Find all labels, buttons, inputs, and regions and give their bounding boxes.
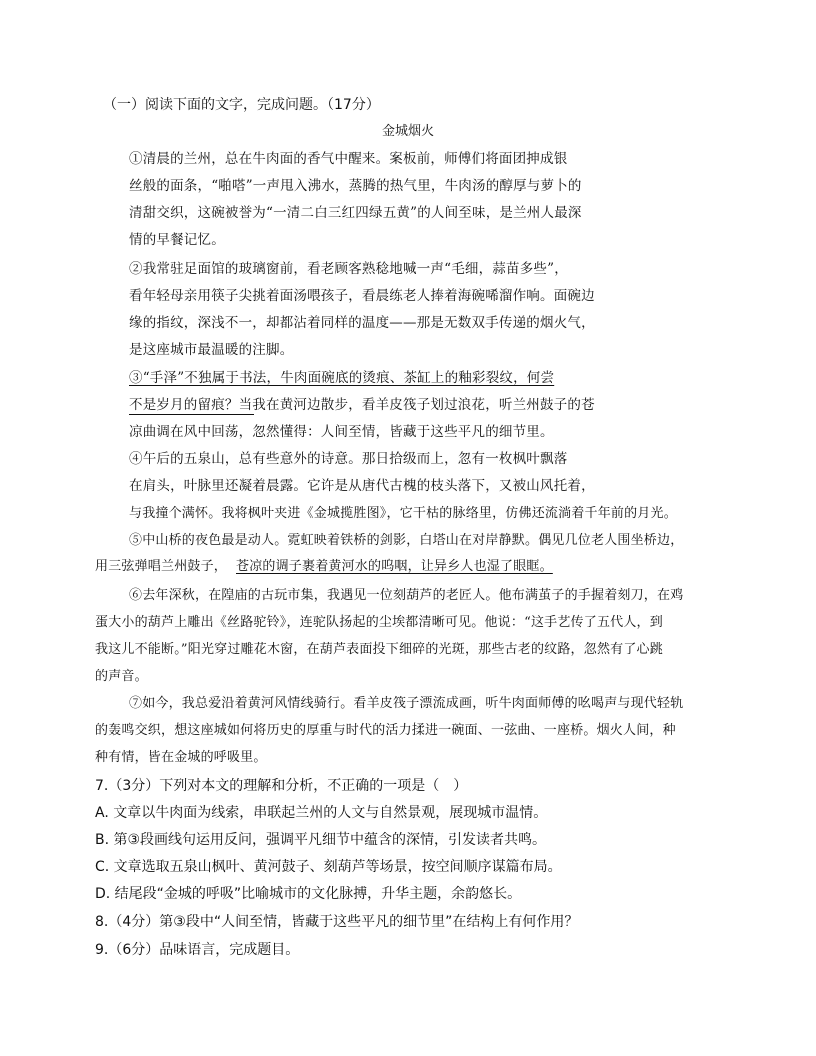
article-line: 凉曲调在风中回荡，忽然懂得：人间至情，皆藏于这些平凡的细节里。 [129, 424, 554, 440]
article-line: 与我撞个满怀。我将枫叶夹进《金城揽胜图》，它干枯的脉络里，仿佛还流淌着千年前的月光。 [129, 506, 677, 521]
option-c: C. 文章选取五泉山枫叶、黄河鼓子、刻葫芦等场景，按空间顺序谋篇布局。 [95, 859, 562, 875]
question-7: 7.（3分）下列对本文的理解和分析，不正确的一项是（ ） [95, 778, 468, 794]
article-line: 看年轻母亲用筷子尖挑着面汤喂孩子，看晨练老人捧着海碗唏溜作响。面碗边 [129, 288, 595, 304]
article-line: 是这座城市最温暖的注脚。 [129, 342, 294, 358]
question-9: 9.（6分）品味语言，完成题目。 [95, 942, 300, 958]
article-line: 我这儿不能断。”阳光穿过雕花木窗，在葫芦表面投下细碎的光斑，那些古老的纹路，忽然有了心跳 [95, 642, 663, 657]
article-line: 用三弦弹唱兰州鼓子， [95, 559, 228, 574]
article-title: 金城烟火 [382, 124, 435, 139]
underline-mark [129, 414, 254, 415]
option-d: D. 结尾段“金城的呼吸”比喻城市的文化脉搏，升华主题，余韵悠长。 [95, 886, 522, 902]
article-line: ⑥去年深秋，在隍庙的古玩市集，我遇见一位刻葫芦的老匠人。他布满茧子的手握着刻刀，在鸡 [129, 588, 684, 603]
option-a: A. 文章以牛肉面为线索，串联起兰州的人文与自然景观，展现城市温情。 [95, 805, 548, 821]
article-line-underlined: ③“手泽”不独属于书法，牛肉面碗底的烫痕、茶缸上的釉彩裂纹，何尝 [129, 370, 555, 386]
article-line: 缘的指纹，深浅不一，却都沾着同样的温度——那是无数双手传递的烟火气， [129, 315, 595, 331]
article-line: ①清晨的兰州，总在牛肉面的香气中醒来。案板前，师傅们将面团抻成银 [129, 151, 568, 167]
question-8: 8.（4分）第③段中“人间至情，皆藏于这些平凡的细节里”在结构上有何作用？ [95, 914, 579, 930]
article-line: ⑤中山桥的夜色最是动人。霓虹映着铁桥的剑影，白塔山在对岸静默。偶见几位老人围坐桥边， [129, 533, 684, 548]
article-line: 在肩头，叶脉里还凝着晨露。它许是从唐代古槐的枝头落下，又被山风托着， [129, 478, 595, 494]
article-line: ⑦如今，我总爱沿着黄河风情线骑行。看羊皮筏子漂流成画，听牛肉面师傅的吆喝声与现代轻轨 [129, 696, 684, 711]
article-line: 的声音。 [95, 669, 148, 684]
article-line: ②我常驻足面馆的玻璃窗前，看老顾客熟稔地喊一声“毛细，蒜苗多些”， [129, 261, 568, 277]
article-line: 丝般的面条，“啪嗒”一声甩入沸水，蒸腾的热气里，牛肉汤的醇厚与萝卜的 [129, 178, 582, 194]
article-line-partial-underline: 不是岁月的留痕？当我在黄河边散步，看羊皮筏子划过浪花，听兰州鼓子的苍 [129, 397, 595, 413]
article-line: ④午后的五泉山，总有些意外的诗意。那日拾级而上，忽有一枚枫叶飘落 [129, 451, 568, 467]
section-heading: （一）阅读下面的文字，完成问题。（17分） [103, 97, 380, 113]
article-line: 情的早餐记忆。 [129, 232, 225, 248]
article-line: 蛋大小的葫芦上雕出《丝路驼铃》，连驼队扬起的尘埃都清晰可见。他说：“这手艺传了五代人，到 [95, 615, 663, 630]
article-line: 清甜交织，这碗被誉为“一清二白三红四绿五黄”的人间至味，是兰州人最深 [129, 205, 582, 221]
article-line: 种有情，皆在金城的呼吸里。 [95, 750, 267, 765]
article-line-underlined: 苍凉的调子裹着黄河水的呜咽，让异乡人也湿了眼眶。 [236, 559, 553, 574]
article-line: 的轰鸣交织，想这座城如何将历史的厚重与时代的活力揉进一碗面、一弦曲、一座桥。烟火人间，种 [95, 723, 676, 738]
option-b: B. 第③段画线句运用反问，强调平凡细节中蕴含的深情，引发读者共鸣。 [95, 832, 547, 848]
